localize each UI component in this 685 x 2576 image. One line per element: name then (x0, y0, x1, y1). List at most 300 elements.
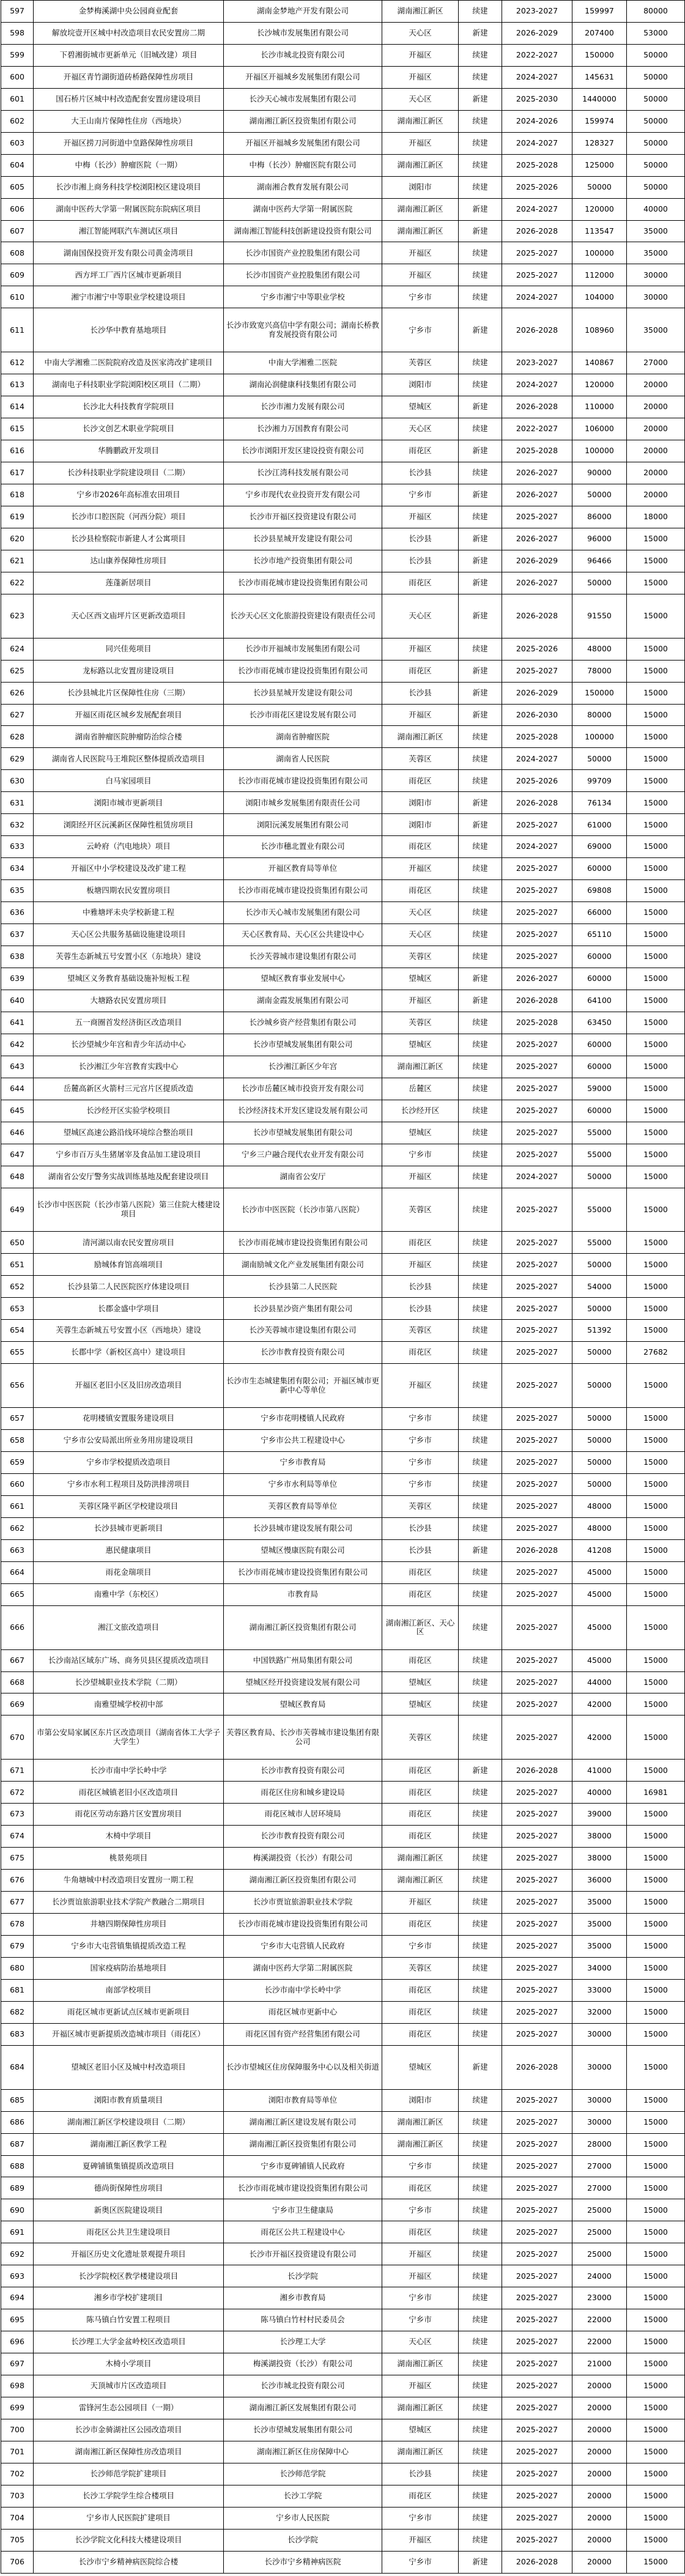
project-owner-cell: 宁乡市水利局等单位 (224, 1473, 382, 1495)
annual-investment-cell: 50000 (627, 44, 685, 66)
build-period-cell: 2025-2027 (502, 1693, 572, 1715)
total-investment-cell: 25000 (572, 2243, 627, 2265)
project-owner-cell: 长沙学院 (224, 2265, 382, 2287)
build-type-cell: 续建 (459, 2243, 502, 2265)
build-period-cell: 2025-2027 (502, 2243, 572, 2265)
table-row (1, 1034, 685, 1056)
annual-investment-cell: 15000 (627, 682, 685, 704)
total-investment-cell: 25000 (572, 2221, 627, 2243)
project-name-cell: 岳麓高新区火箭村三元宫片区提质改造 (34, 1078, 224, 1100)
table-row (1, 220, 685, 242)
district-cell: 天心区 (382, 22, 459, 44)
district-cell: 开福区 (382, 66, 459, 88)
project-owner-cell: 湖南金霞发展集团有限公司 (224, 990, 382, 1012)
annual-investment-cell: 80000 (627, 1, 685, 23)
project-name-cell: 南部学校项目 (34, 1979, 224, 2001)
build-period-cell: 2025-2026 (502, 176, 572, 198)
project-owner-cell: 开福区教育局等单位 (224, 858, 382, 880)
table-row (1, 2243, 685, 2265)
build-type-cell: 续建 (459, 1517, 502, 1539)
table-row (1, 770, 685, 792)
total-investment-cell: 120000 (572, 374, 627, 396)
project-owner-cell: 雨花区住房和城乡建设局 (224, 1782, 382, 1804)
table-row (1, 2221, 685, 2243)
table-row (1, 1671, 685, 1693)
district-cell: 雨花区 (382, 1561, 459, 1583)
table-row (1, 880, 685, 902)
table-row (1, 242, 685, 264)
build-period-cell: 2025-2027 (502, 1056, 572, 1078)
district-cell: 开福区 (382, 2529, 459, 2551)
build-period-cell: 2025-2027 (502, 2507, 572, 2529)
district-cell: 开福区 (382, 1254, 459, 1276)
annual-investment-cell: 15000 (627, 2331, 685, 2353)
project-owner-cell: 长沙湘江新区少年宫 (224, 1056, 382, 1078)
table-row (1, 1298, 685, 1320)
build-period-cell: 2025-2027 (502, 2089, 572, 2111)
project-name-cell: 木椅中学项目 (34, 1826, 224, 1848)
project-name-cell: 雨花区城市更新试点区城市更新项目 (34, 2001, 224, 2023)
total-investment-cell: 42000 (572, 1715, 627, 1760)
project-owner-cell: 望城区教育事业发展中心 (224, 968, 382, 990)
project-name-cell: 长沙望城少年宫和青少年活动中心 (34, 1034, 224, 1056)
table-row (1, 2529, 685, 2551)
build-type-cell: 续建 (459, 2529, 502, 2551)
annual-investment-cell: 53000 (627, 22, 685, 44)
build-type-cell: 续建 (459, 1232, 502, 1254)
row-number-cell: 657 (1, 1408, 34, 1430)
build-type-cell: 续建 (459, 176, 502, 198)
annual-investment-cell: 15000 (627, 2375, 685, 2397)
table-row (1, 1122, 685, 1144)
district-cell: 望城区 (382, 968, 459, 990)
project-name-cell: 五一商圈首发经济街区改造项目 (34, 1012, 224, 1034)
total-investment-cell: 33000 (572, 1979, 627, 2001)
annual-investment-cell: 15000 (627, 1671, 685, 1693)
annual-investment-cell: 15000 (627, 924, 685, 946)
district-cell: 望城区 (382, 2045, 459, 2089)
build-period-cell: 2025-2027 (502, 1671, 572, 1693)
district-cell: 雨花区 (382, 1232, 459, 1254)
total-investment-cell: 100000 (572, 242, 627, 264)
build-type-cell: 续建 (459, 2375, 502, 2397)
build-type-cell: 续建 (459, 770, 502, 792)
build-type-cell: 续建 (459, 1144, 502, 1166)
project-owner-cell: 长沙市湘力发展有限公司 (224, 396, 382, 418)
project-name-cell: 雷锋河生态公园项目（一期） (34, 2397, 224, 2419)
project-name-cell: 西方坪工厂西片区城市更新项目 (34, 264, 224, 286)
district-cell: 雨花区 (382, 1760, 459, 1782)
row-number-cell: 703 (1, 2485, 34, 2507)
row-number-cell: 600 (1, 66, 34, 88)
table-row (1, 396, 685, 418)
total-investment-cell: 55000 (572, 1188, 627, 1232)
project-name-cell: 开福区捞刀河街道中皇路保障性房项目 (34, 132, 224, 154)
row-number-cell: 660 (1, 1473, 34, 1495)
project-name-cell: 天顶城市片区改造项目 (34, 2375, 224, 2397)
row-number-cell: 599 (1, 44, 34, 66)
row-number-cell: 699 (1, 2397, 34, 2419)
annual-investment-cell: 15000 (627, 2463, 685, 2485)
district-cell: 湖南湘江新区 (382, 1870, 459, 1892)
build-type-cell: 续建 (459, 1122, 502, 1144)
annual-investment-cell: 15000 (627, 2265, 685, 2287)
district-cell: 长沙经开区 (382, 1100, 459, 1122)
total-investment-cell: 64100 (572, 990, 627, 1012)
table-row (1, 2397, 685, 2419)
total-investment-cell: 76134 (572, 792, 627, 814)
project-name-cell: 湖南中医药大学第一附属医院东院病区项目 (34, 198, 224, 220)
total-investment-cell: 41000 (572, 1760, 627, 1782)
total-investment-cell: 24000 (572, 2265, 627, 2287)
district-cell: 芙蓉区 (382, 1957, 459, 1979)
build-type-cell: 续建 (459, 2221, 502, 2243)
build-period-cell: 2025-2027 (502, 1320, 572, 1342)
build-type-cell: 续建 (459, 1914, 502, 1936)
table-row (1, 968, 685, 990)
row-number-cell: 670 (1, 1715, 34, 1760)
table-row (1, 836, 685, 858)
build-period-cell: 2025-2028 (502, 726, 572, 748)
total-investment-cell: 96466 (572, 550, 627, 572)
project-owner-cell: 长沙市雨花城市建设投资集团有限公司 (224, 770, 382, 792)
build-period-cell: 2025-2027 (502, 814, 572, 836)
build-period-cell: 2025-2027 (502, 242, 572, 264)
project-name-cell: 达山康养保障性房项目 (34, 550, 224, 572)
row-number-cell: 680 (1, 1957, 34, 1979)
build-period-cell: 2026-2028 (502, 990, 572, 1012)
total-investment-cell: 44000 (572, 1671, 627, 1693)
build-type-cell: 续建 (459, 1495, 502, 1517)
project-owner-cell: 湖南中医药大学第二附属医院 (224, 1957, 382, 1979)
total-investment-cell: 99709 (572, 770, 627, 792)
build-type-cell: 续建 (459, 264, 502, 286)
total-investment-cell: 159974 (572, 110, 627, 132)
row-number-cell: 628 (1, 726, 34, 748)
annual-investment-cell: 18000 (627, 506, 685, 528)
project-name-cell: 板塘四期农民安置房项目 (34, 880, 224, 902)
total-investment-cell: 50000 (572, 1430, 627, 1452)
build-period-cell: 2025-2027 (502, 902, 572, 924)
row-number-cell: 619 (1, 506, 34, 528)
build-period-cell: 2026-2028 (502, 220, 572, 242)
build-type-cell: 续建 (459, 1693, 502, 1715)
build-type-cell: 续建 (459, 946, 502, 968)
build-type-cell: 续建 (459, 44, 502, 66)
build-type-cell: 续建 (459, 836, 502, 858)
build-period-cell: 2025-2027 (502, 2023, 572, 2045)
project-name-cell: 花明楼镇安置服务建设项目 (34, 1408, 224, 1430)
build-period-cell: 2022-2027 (502, 44, 572, 66)
project-name-cell: 陈马镇白竹安置工程项目 (34, 2309, 224, 2331)
district-cell: 开福区 (382, 990, 459, 1012)
total-investment-cell: 100000 (572, 440, 627, 462)
project-owner-cell: 湖南湘江新区住房保障中心 (224, 2441, 382, 2463)
district-cell: 宁乡市 (382, 1144, 459, 1166)
annual-investment-cell: 30000 (627, 264, 685, 286)
row-number-cell: 667 (1, 1649, 34, 1671)
district-cell: 宁乡市 (382, 2551, 459, 2573)
district-cell: 雨花区 (382, 1979, 459, 2001)
annual-investment-cell: 15000 (627, 2023, 685, 2045)
project-name-cell: 开福区雨花区城乡发展配套项目 (34, 704, 224, 726)
build-type-cell: 续建 (459, 924, 502, 946)
annual-investment-cell: 15000 (627, 1715, 685, 1760)
total-investment-cell: 108960 (572, 308, 627, 352)
build-period-cell: 2023-2027 (502, 352, 572, 374)
annual-investment-cell: 15000 (627, 1144, 685, 1166)
district-cell: 雨花区 (382, 2177, 459, 2199)
build-period-cell: 2025-2027 (502, 946, 572, 968)
district-cell: 湖南湘江新区 (382, 2133, 459, 2155)
table-row (1, 2177, 685, 2199)
build-period-cell: 2025-2027 (502, 2199, 572, 2221)
row-number-cell: 643 (1, 1056, 34, 1078)
build-type-cell: 续建 (459, 1605, 502, 1649)
project-owner-cell: 长沙县第二人民医院 (224, 1276, 382, 1298)
project-name-cell: 长沙工学院学生综合楼项目 (34, 2485, 224, 2507)
total-investment-cell: 38000 (572, 1826, 627, 1848)
build-type-cell: 续建 (459, 1012, 502, 1034)
build-type-cell: 续建 (459, 242, 502, 264)
district-cell: 长沙县 (382, 550, 459, 572)
annual-investment-cell: 20000 (627, 440, 685, 462)
table-row (1, 1451, 685, 1473)
project-owner-cell: 长沙市雨花城市建设投资集团有限公司 (224, 1914, 382, 1936)
build-period-cell: 2025-2026 (502, 770, 572, 792)
project-owner-cell: 宁乡市教育局 (224, 1451, 382, 1473)
project-name-cell: 湘江智能网联汽车测试区项目 (34, 220, 224, 242)
table-row (1, 572, 685, 594)
table-row (1, 1870, 685, 1892)
table-row (1, 1254, 685, 1276)
project-owner-cell: 湖南湘江新区投资集团有限公司 (224, 110, 382, 132)
project-table-page (1, 0, 668, 2574)
annual-investment-cell: 15000 (627, 2441, 685, 2463)
build-period-cell: 2026-2029 (502, 550, 572, 572)
district-cell: 湖南湘江新区 (382, 726, 459, 748)
table-row (1, 2111, 685, 2133)
total-investment-cell: 22000 (572, 2309, 627, 2331)
table-row (1, 132, 685, 154)
total-investment-cell: 21000 (572, 2353, 627, 2375)
build-type-cell: 续建 (459, 1056, 502, 1078)
project-name-cell: 下碧湘街城市更新单元（旧城改建）项目 (34, 44, 224, 66)
build-type-cell: 续建 (459, 374, 502, 396)
district-cell: 雨花区 (382, 770, 459, 792)
build-type-cell: 续建 (459, 2309, 502, 2331)
project-owner-cell: 长沙县星城开发建设有限公司 (224, 528, 382, 550)
total-investment-cell: 50000 (572, 1254, 627, 1276)
row-number-cell: 648 (1, 1166, 34, 1188)
total-investment-cell: 140867 (572, 352, 627, 374)
build-period-cell: 2025-2027 (502, 1408, 572, 1430)
build-period-cell: 2025-2027 (502, 2485, 572, 2507)
build-type-cell: 续建 (459, 1276, 502, 1298)
row-number-cell: 605 (1, 176, 34, 198)
build-period-cell: 2025-2027 (502, 1870, 572, 1892)
project-owner-cell: 长沙市致宽兴高信中学有限公司；湖南长桥教育发展投资有限公司 (224, 308, 382, 352)
build-type-cell: 续建 (459, 1034, 502, 1056)
district-cell: 宁乡市 (382, 1473, 459, 1495)
build-period-cell: 2025-2027 (502, 1451, 572, 1473)
build-period-cell: 2025-2027 (502, 1892, 572, 1914)
build-type-cell: 续建 (459, 880, 502, 902)
build-period-cell: 2024-2027 (502, 198, 572, 220)
build-period-cell: 2025-2027 (502, 2001, 572, 2023)
row-number-cell: 645 (1, 1100, 34, 1122)
annual-investment-cell: 15000 (627, 2111, 685, 2133)
annual-investment-cell: 15000 (627, 1451, 685, 1473)
total-investment-cell: 80000 (572, 704, 627, 726)
district-cell: 浏阳市 (382, 374, 459, 396)
build-type-cell: 新建 (459, 440, 502, 462)
table-row (1, 2133, 685, 2155)
total-investment-cell: 30000 (572, 2045, 627, 2089)
build-period-cell: 2024-2026 (502, 110, 572, 132)
table-row (1, 1320, 685, 1342)
project-name-cell: 湖南湘江新区学校建设项目（二期） (34, 2111, 224, 2133)
annual-investment-cell: 20000 (627, 418, 685, 440)
total-investment-cell: 30000 (572, 2023, 627, 2045)
district-cell: 宁乡市 (382, 2309, 459, 2331)
table-row (1, 1188, 685, 1232)
build-period-cell: 2025-2027 (502, 1364, 572, 1408)
table-row (1, 22, 685, 44)
table-row (1, 1539, 685, 1561)
row-number-cell: 704 (1, 2507, 34, 2529)
annual-investment-cell: 35000 (627, 242, 685, 264)
total-investment-cell: 45000 (572, 1561, 627, 1583)
total-investment-cell: 20000 (572, 2485, 627, 2507)
row-number-cell: 639 (1, 968, 34, 990)
project-name-cell: 湖南国保投资开发有限公司黄金湾项目 (34, 242, 224, 264)
district-cell: 开福区 (382, 2375, 459, 2397)
project-owner-cell: 长沙城乡资产经营集团有限公司 (224, 1012, 382, 1034)
annual-investment-cell: 27682 (627, 1342, 685, 1364)
project-owner-cell: 长沙市雨花城市建设投资集团有限公司 (224, 2177, 382, 2199)
build-type-cell: 续建 (459, 726, 502, 748)
project-name-cell: 湖南省公安厅警务实战训练基地及配套建设项目 (34, 1166, 224, 1188)
total-investment-cell: 96000 (572, 528, 627, 550)
build-period-cell: 2025-2028 (502, 1012, 572, 1034)
total-investment-cell: 159997 (572, 1, 627, 23)
district-cell: 宁乡市 (382, 2287, 459, 2309)
build-period-cell: 2025-2027 (502, 1583, 572, 1605)
project-name-cell: 南雅中学（东校区） (34, 1583, 224, 1605)
build-period-cell: 2025-2027 (502, 1232, 572, 1254)
project-owner-cell: 中国铁路广州局集团有限公司 (224, 1649, 382, 1671)
project-name-cell: 长沙县第二人民医院医疗体建设项目 (34, 1276, 224, 1298)
project-name-cell: 湖南省人民医院马王堆院区整体提质改造项目 (34, 748, 224, 770)
project-name-cell: 长沙师范学院扩建项目 (34, 2463, 224, 2485)
table-row (1, 2551, 685, 2573)
annual-investment-cell: 15000 (627, 2199, 685, 2221)
table-row (1, 748, 685, 770)
annual-investment-cell: 15000 (627, 1320, 685, 1342)
annual-investment-cell: 15000 (627, 1649, 685, 1671)
build-type-cell: 新建 (459, 814, 502, 836)
district-cell: 开福区 (382, 858, 459, 880)
row-number-cell: 676 (1, 1870, 34, 1892)
project-owner-cell: 湖南湘合教育发展有限公司 (224, 176, 382, 198)
project-owner-cell: 长沙市望城发展集团有限公司 (224, 1034, 382, 1056)
table-row (1, 2331, 685, 2353)
table-row (1, 1012, 685, 1034)
row-number-cell: 607 (1, 220, 34, 242)
build-type-cell: 新建 (459, 572, 502, 594)
table-row (1, 2089, 685, 2111)
build-type-cell: 续建 (459, 1649, 502, 1671)
row-number-cell: 641 (1, 1012, 34, 1034)
project-name-cell: 芙蓉生态新城五号安置小区（东地块）建设 (34, 946, 224, 968)
project-name-cell: 长沙县检察院市新建人才公寓项目 (34, 528, 224, 550)
row-number-cell: 685 (1, 2089, 34, 2111)
build-period-cell: 2026-2029 (502, 22, 572, 44)
row-number-cell: 689 (1, 2177, 34, 2199)
project-name-cell: 金梦梅溪湖中央公园商业配套 (34, 1, 224, 23)
build-type-cell: 新建 (459, 1539, 502, 1561)
row-number-cell: 653 (1, 1298, 34, 1320)
annual-investment-cell: 50000 (627, 154, 685, 176)
table-row (1, 110, 685, 132)
district-cell: 开福区 (382, 704, 459, 726)
build-type-cell: 续建 (459, 110, 502, 132)
project-name-cell: 雨花区劳动东路片区安置房项目 (34, 1804, 224, 1826)
project-owner-cell: 长沙市中医医院（长沙市第八医院） (224, 1188, 382, 1232)
project-owner-cell: 长沙市宁乡精神病医院 (224, 2551, 382, 2573)
build-period-cell: 2026-2028 (502, 308, 572, 352)
project-owner-cell: 望城区经开投资建设发展有限公司 (224, 1671, 382, 1693)
table-row (1, 902, 685, 924)
total-investment-cell: 60000 (572, 858, 627, 880)
annual-investment-cell: 27000 (627, 352, 685, 374)
project-owner-cell: 开福区开福城乡发展集团有限公司 (224, 132, 382, 154)
project-name-cell: 中南大学湘雅二医院院府改造及医家湾改扩建项目 (34, 352, 224, 374)
total-investment-cell: 54000 (572, 1276, 627, 1298)
annual-investment-cell: 15000 (627, 1254, 685, 1276)
table-row (1, 792, 685, 814)
annual-investment-cell: 15000 (627, 990, 685, 1012)
table-row (1, 88, 685, 110)
table-row (1, 1782, 685, 1804)
annual-investment-cell: 15000 (627, 528, 685, 550)
total-investment-cell: 27000 (572, 2155, 627, 2177)
project-owner-cell: 长沙学院 (224, 2529, 382, 2551)
build-period-cell: 2025-2027 (502, 1144, 572, 1166)
table-row (1, 352, 685, 374)
row-number-cell: 694 (1, 2287, 34, 2309)
annual-investment-cell: 15000 (627, 2529, 685, 2551)
district-cell: 宁乡市 (382, 1451, 459, 1473)
total-investment-cell: 36000 (572, 1870, 627, 1892)
annual-investment-cell: 15000 (627, 2155, 685, 2177)
project-owner-cell: 宁乡市湘宁中等职业学校 (224, 286, 382, 308)
build-type-cell: 续建 (459, 1826, 502, 1848)
build-type-cell: 续建 (459, 418, 502, 440)
project-name-cell: 长沙学院文化科技大楼建设项目 (34, 2529, 224, 2551)
district-cell: 湖南湘江新区 (382, 2111, 459, 2133)
build-type-cell: 续建 (459, 132, 502, 154)
annual-investment-cell: 15000 (627, 1583, 685, 1605)
project-name-cell: 长沙市口腔医院（河西分院）项目 (34, 506, 224, 528)
table-row (1, 2353, 685, 2375)
build-type-cell: 续建 (459, 748, 502, 770)
total-investment-cell: 104000 (572, 286, 627, 308)
table-row (1, 550, 685, 572)
build-type-cell: 新建 (459, 88, 502, 110)
table-row (1, 2023, 685, 2045)
